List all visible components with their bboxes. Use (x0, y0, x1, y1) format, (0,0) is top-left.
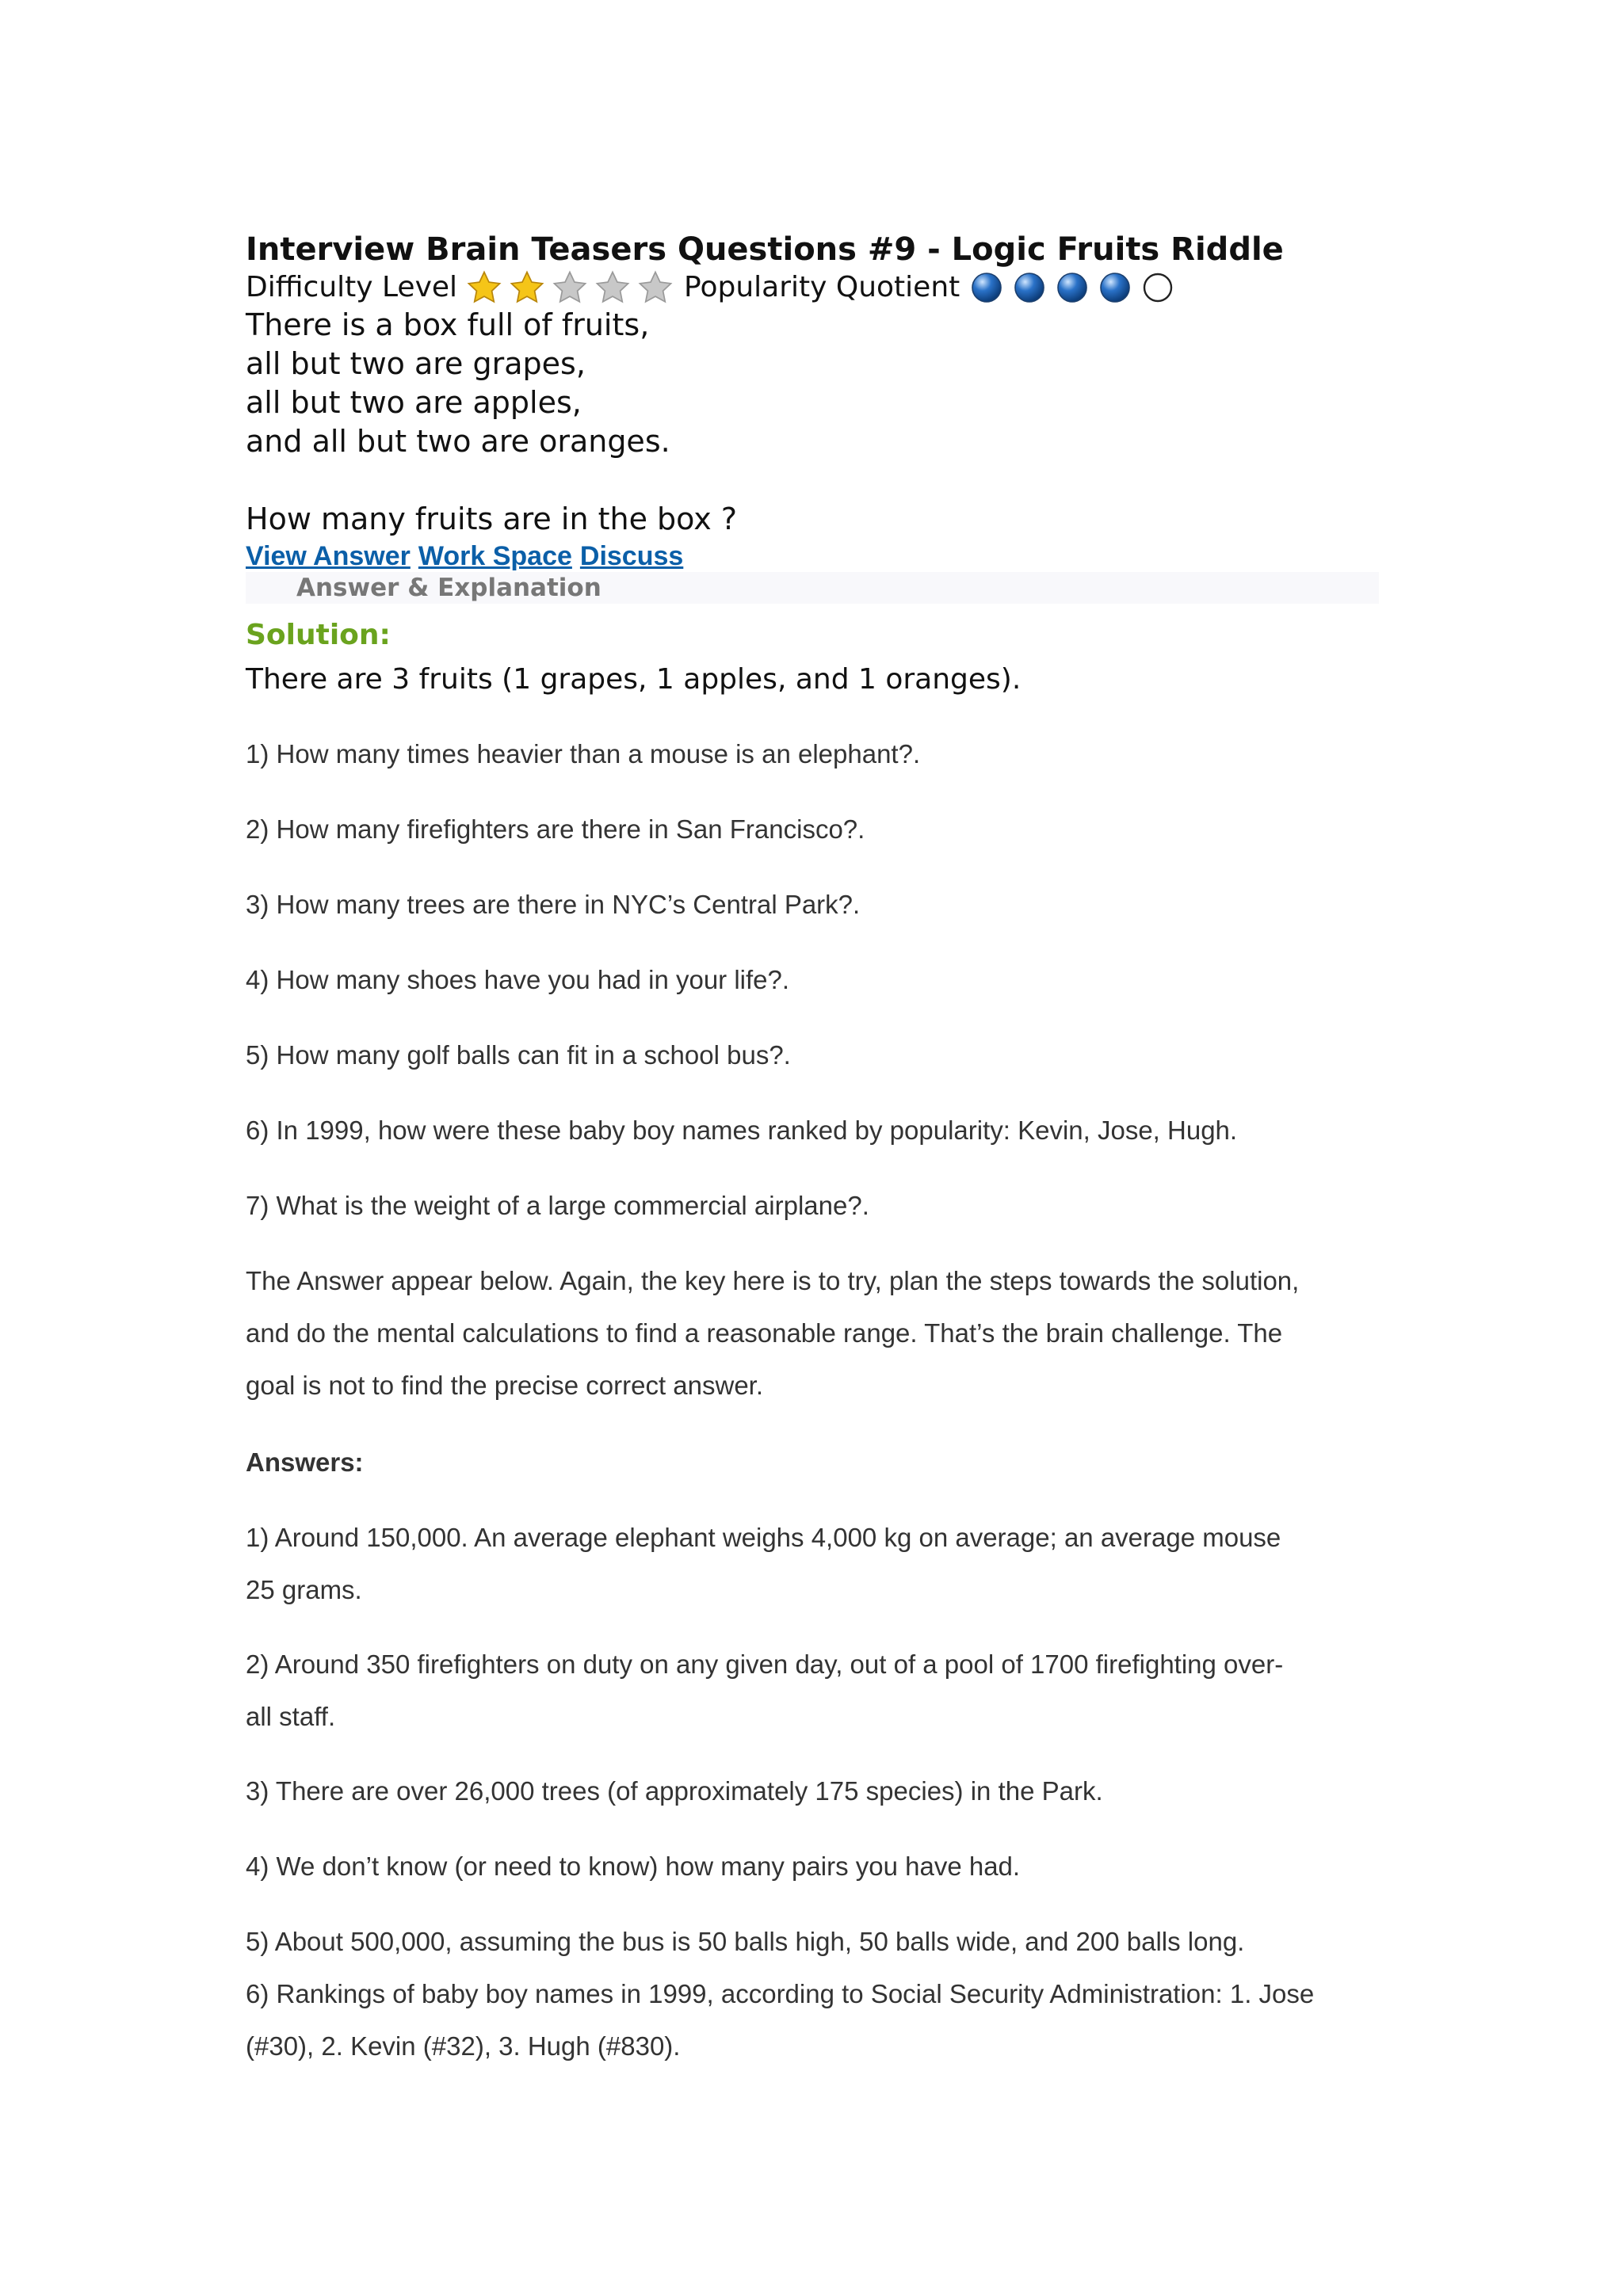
riddle-line: all but two are apples, (246, 385, 582, 420)
answer-line: 5) About 500,000, assuming the bus is 50 balls high, 50 balls wide, and 200 balls long. (246, 1927, 1245, 1956)
riddle-line: all but two are grapes, (246, 346, 586, 381)
question-item: 4) How many shoes have you had in your life?. (246, 965, 790, 994)
question-item: 2) How many firefighters are there in San Francisco?. (246, 814, 865, 844)
riddle-line: and all but two are oranges. (246, 424, 670, 459)
solution-label: Solution: (246, 619, 391, 651)
question-item: 3) How many trees are there in NYC’s Central Park?. (246, 890, 861, 919)
intro-line: and do the mental calculations to find a reasonable range. That’s the brain challenge. The (246, 1318, 1283, 1348)
question-item: 5) How many golf balls can fit in a school bus?. (246, 1040, 791, 1070)
answer-line: 3) There are over 26,000 trees (of approximately 175 species) in the Park. (246, 1776, 1103, 1806)
question-item: 7) What is the weight of a large commercial airplane?. (246, 1191, 869, 1220)
view-answer-link[interactable]: View Answer (246, 541, 411, 571)
answer-line: 2) Around 350 firefighters on duty on any given day, out of a pool of 1700 firefighting over- (246, 1650, 1284, 1679)
page-title: Interview Brain Teasers Questions #9 - Logic Fruits Riddle (246, 231, 1284, 268)
intro-line: goal is not to find the precise correct answer. (246, 1371, 764, 1400)
answer-explanation-header: Answer & Explanation (246, 572, 1379, 604)
question-item: 1) How many times heavier than a mouse is an elephant?. (246, 739, 921, 769)
answer-line: all staff. (246, 1702, 336, 1731)
answer-line: 1) Around 150,000. An average elephant weighs 4,000 kg on average; an average mouse (246, 1523, 1281, 1552)
difficulty-label: Difficulty Level (246, 271, 458, 303)
popularity-label: Popularity Quotient (684, 271, 960, 303)
answer-line: 6) Rankings of baby boy names in 1999, according to Social Security Administration: 1. Jose (246, 1979, 1315, 2008)
answer-line: (#30), 2. Kevin (#32), 3. Hugh (#830). (246, 2031, 681, 2061)
answers-section (246, 0, 1379, 2296)
riddle-line: There is a box full of fruits, (246, 307, 650, 342)
answers-label: Answers: (246, 1447, 364, 1477)
discuss-link[interactable]: Discuss (579, 541, 684, 571)
work-space-link[interactable]: Work Space (418, 541, 572, 571)
intro-line: The Answer appear below. Again, the key here is to try, plan the steps towards the solution, (246, 1266, 1300, 1295)
answer-line: 25 grams. (246, 1575, 362, 1604)
answer-line: 4) We don’t know (or need to know) how many pairs you have had. (246, 1852, 1021, 1881)
riddle-question: How many fruits are in the box ? (246, 502, 737, 536)
solution-text: There are 3 fruits (1 grapes, 1 apples, and 1 oranges). (246, 663, 1022, 696)
question-item: 6) In 1999, how were these baby boy names ranked by popularity: Kevin, Jose, Hugh. (246, 1116, 1238, 1145)
